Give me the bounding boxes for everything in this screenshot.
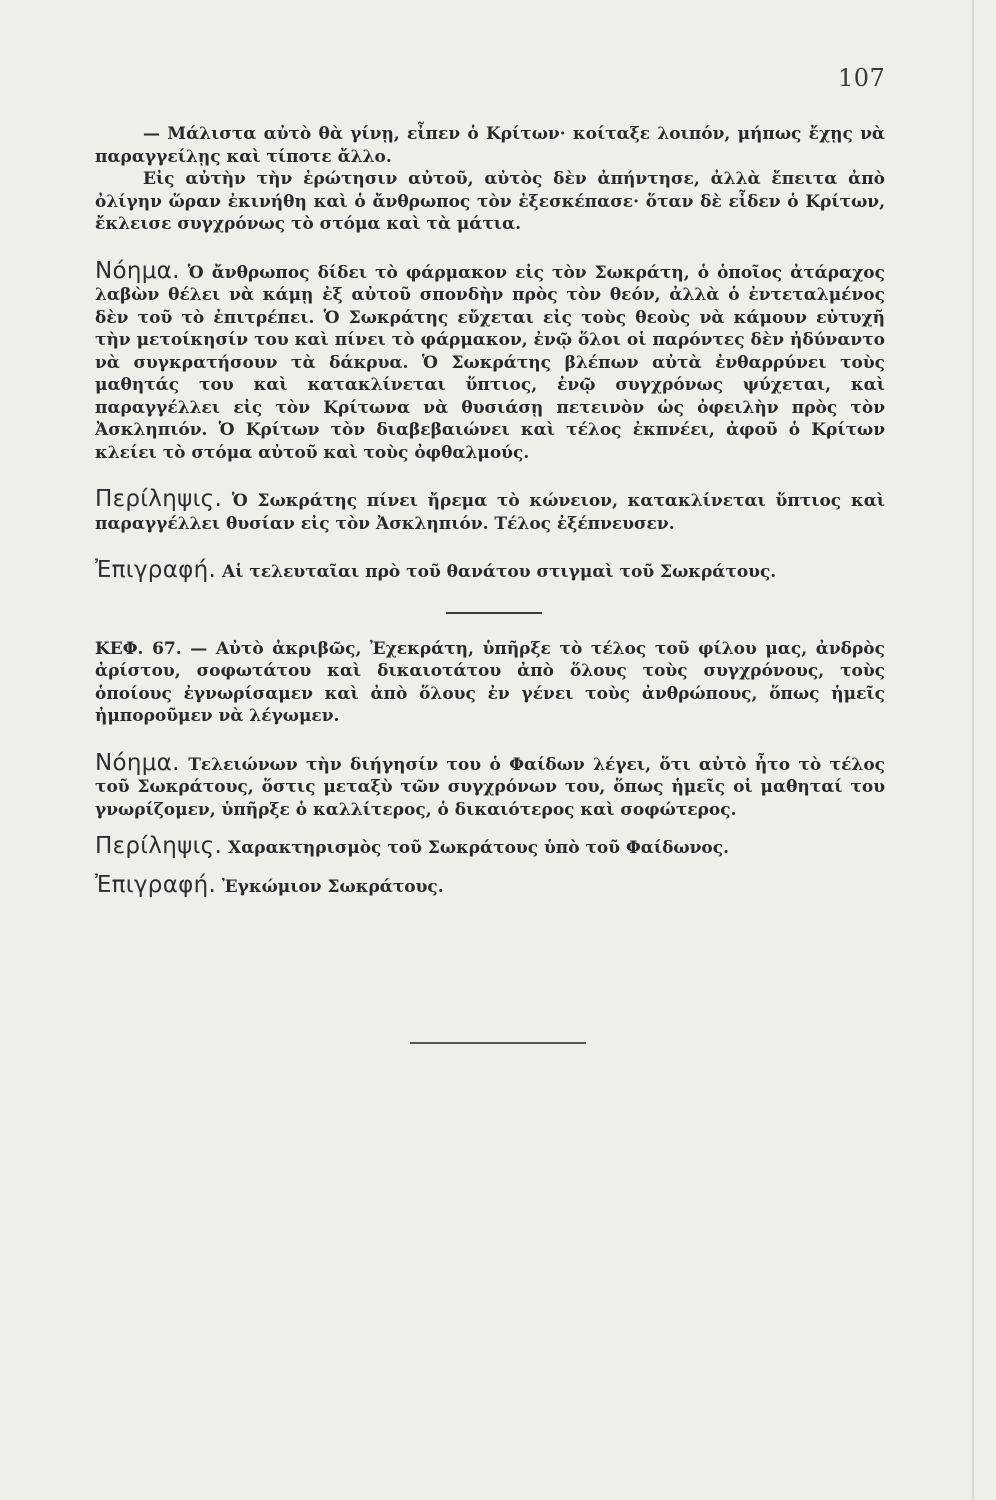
noima-paragraph-2 [95, 749, 886, 822]
perilipsis-paragraph-1 [95, 488, 885, 535]
epigrafi-paragraph-2 [95, 871, 885, 899]
perilipsis-text: Ὁ Σωκράτης πίνει ἤρεμα τὸ κώνειον, κατακλίνεται ὕπτιος καὶ παραγγέλλει θυσίαν εἰς τὸν Ἀσκληπιόν. Τέλος ἐξέπνευσεν. [95, 491, 885, 534]
noima-text: Ὁ ἄνθρωπος δίδει τὸ φάρμακον εἰς τὸν Σωκράτη, ὁ ὁποῖος ἀτάραχος λαβὼν θέλει νὰ κάμῃ ἐξ αὐτοῦ σπονδὴν πρὸς τὸν θεόν, ἀλλὰ ὁ ἐντεταλμένος δὲν τοῦ τὸ ἐπιτρέπει. Ὁ Σωκράτης εὔχεται εἰς τοὺς θεοὺς νὰ κάμουν εὐτυχῆ τὴν μετοίκησίν του καὶ πίνει τὸ φάρμακον, ἐνῷ ὅλοι οἱ παρόντες δὲν ἠδύναντο νὰ συγκρατήσουν τὰ δάκρυα. Ὁ Σωκράτης βλέπων αὐτὰ ἐνθαρρύνει τοὺς μαθητάς του καὶ κατακλίνεται ὕπτιος, ἐνῷ συγχρόνως ψύχεται, καὶ παραγγέλλει εἰς τὸν Κρίτωνα νὰ θυσιάσῃ πετεινὸν ὡς ὀφειλὴν πρὸς τὸν Ἀσκληπιόν. Ὁ Κρίτων τὸν διαβεβαιώνει καὶ τέλος ἐκπνέει, ἀφοῦ ὁ Κρίτων κλείει τὸ στόμα αὐτοῦ καὶ τοὺς ὀφθαλμούς. [95, 262, 885, 463]
chapter-text: — Αὐτὸ ἀκριβῶς, Ἐχεκράτη, ὑπῆρξε τὸ τέλος τοῦ φίλου μας, ἀνδρὸς ἀρίστου, σοφωτάτου καὶ δικαιοτάτου ἀπὸ ὅλους τοὺς συγχρόνους, τοὺς ὁποίους ἐγνωρίσαμεν καὶ ἀπὸ ὅλους ἐν γένει τοὺς ἀνθρώπους, ὅπως ἡμεῖς ἠμποροῦμεν νὰ λέγωμεν. [95, 638, 885, 726]
page-number: 107 [838, 64, 886, 92]
epigrafi-text: Ἐγκώμιον Σωκράτους. [222, 876, 444, 897]
noima-text: Τελειώνων τὴν διήγησίν του ὁ Φαίδων λέγει, ὅτι αὐτὸ ἦτο τὸ τέλος τοῦ Σωκράτους, ὅστις μεταξὺ τῶν συγχρόνων του, ὅπως ἡμεῖς οἱ μαθηταί του γνωρίζομεν, ὑπῆρξε ὁ καλλίτερος, ὁ δικαιότερος καὶ σοφώτερος. [95, 754, 886, 820]
perilipsis-paragraph-2 [95, 835, 885, 860]
perilipsis-label: Περίληψις. [95, 833, 223, 859]
end-rule [410, 1042, 586, 1044]
epigrafi-text: Αἱ τελευταῖαι πρὸ τοῦ θανάτου στιγμαὶ τοῦ Σωκράτους. [222, 562, 777, 582]
epigrafi-label: Ἐπιγραφή. [95, 871, 217, 898]
chapter-paragraph [95, 638, 885, 728]
noima-label: Νόημα. [95, 749, 180, 776]
dialogue-paragraph-2: Εἰς αὐτὴν τὴν ἐρώτησιν αὐτοῦ, αὐτὸς δὲν ἀπήντησε, ἀλλὰ ἔπειτα ἀπὸ ὀλίγην ὥραν ἐκινήθη καὶ ὁ ἄνθρωπος τὸν ἐξεσκέπασε· ὅταν δὲ εἶδεν ὁ Κρίτων, ἔκλεισε συγχρόνως τὸ στόμα καὶ τὰ μάτια. [95, 169, 885, 234]
page-gutter-line [972, 0, 974, 1500]
noima-paragraph-1 [95, 257, 885, 465]
epigrafi-paragraph-1 [95, 559, 885, 584]
perilipsis-text: Χαρακτηρισμὸς τοῦ Σωκράτους ὑπὸ τοῦ Φαίδωνος. [228, 838, 730, 858]
epigrafi-label: Ἐπιγραφή. [95, 557, 217, 583]
section-divider [446, 612, 542, 614]
page-body [95, 123, 885, 898]
chapter-ref: ΚΕΦ. 67. [95, 638, 182, 659]
perilipsis-label: Περίληψις. [95, 486, 223, 512]
dialogue-paragraph-1: — Μάλιστα αὐτὸ θὰ γίνῃ, εἶπεν ὁ Κρίτων· κοίταξε λοιπόν, μήπως ἔχῃς νὰ παραγγείλῃς καὶ τίποτε ἄλλο. [95, 124, 885, 167]
noima-label: Νόημα. [95, 257, 180, 284]
